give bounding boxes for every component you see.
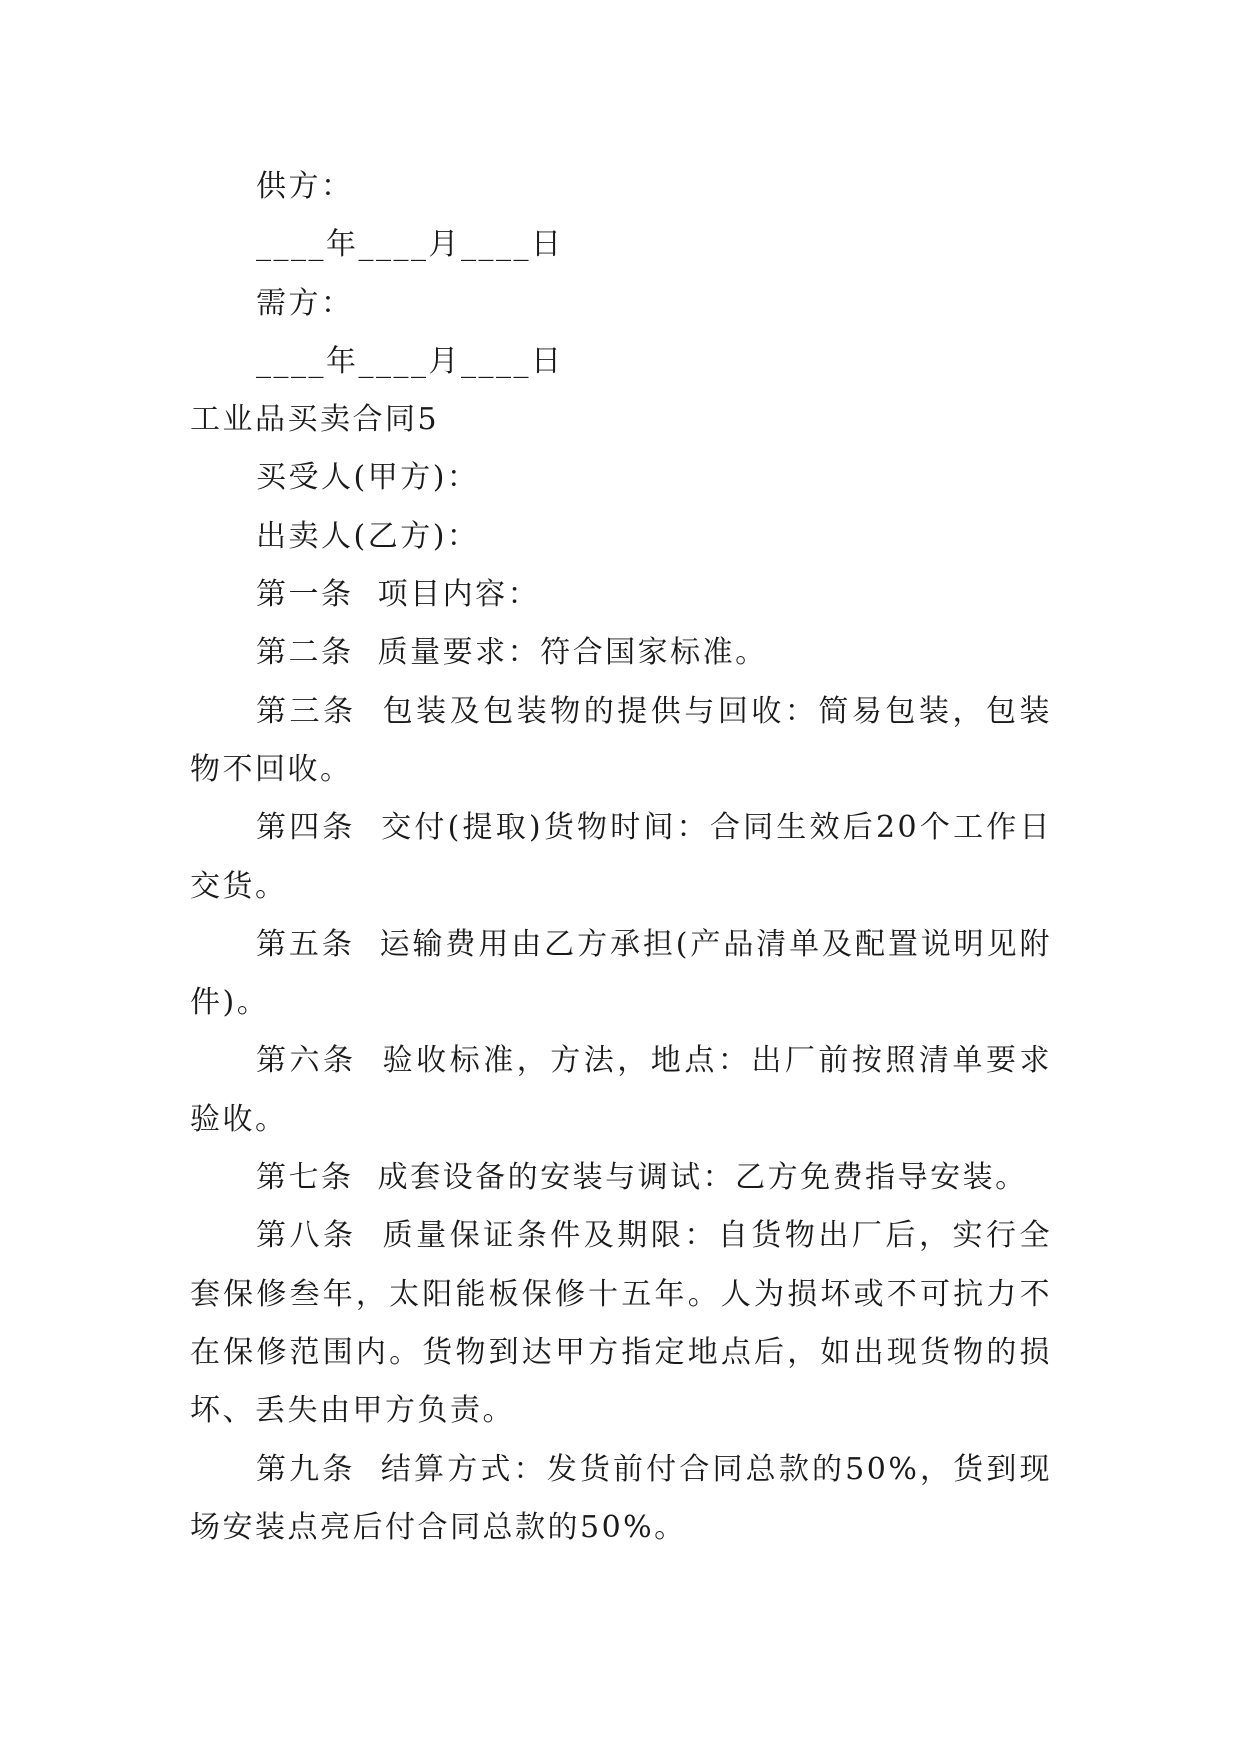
article-6: 第六条 验收标准，方法，地点：出厂前按照清单要求验收。 [190, 1043, 1052, 1137]
section-title: 工业品买卖合同5 [190, 402, 440, 438]
party-a-line: 买受人(甲方)： [256, 460, 480, 496]
article-1: 第一条 项目内容： [256, 577, 541, 613]
buyer-date-line: ____年____月____日 [256, 343, 564, 379]
party-b-line: 出卖人(乙方)： [256, 518, 480, 554]
supplier-date-line: ____年____月____日 [256, 227, 564, 263]
article-3: 第三条 包装及包装物的提供与回收：简易包装，包装物不回收。 [190, 693, 1052, 787]
article-7: 第七条 成套设备的安装与调试：乙方免费指导安装。 [256, 1160, 1028, 1196]
article-2: 第二条 质量要求：符合国家标准。 [256, 635, 768, 671]
article-5: 第五条 运输费用由乙方承担(产品清单及配置说明见附件)。 [190, 926, 1052, 1021]
buyer-label: 需方： [256, 285, 354, 321]
article-4: 第四条 交付(提取)货物时间：合同生效后20个工作日交货。 [190, 810, 1052, 904]
document-body [190, 158, 1052, 1557]
article-8: 第八条 质量保证条件及期限：自货物出厂后，实行全套保修叁年，太阳能板保修十五年。人为损坏或不可抗力不在保修范围内。货物到达甲方指定地点后，如出现货物的损坏、丢失由甲方负责。 [190, 1218, 1052, 1429]
supplier-label: 供方： [256, 169, 354, 204]
article-9: 第九条 结算方式：发货前付合同总款的50%，货到现场安装点亮后付合同总款的50%。 [190, 1451, 1052, 1545]
